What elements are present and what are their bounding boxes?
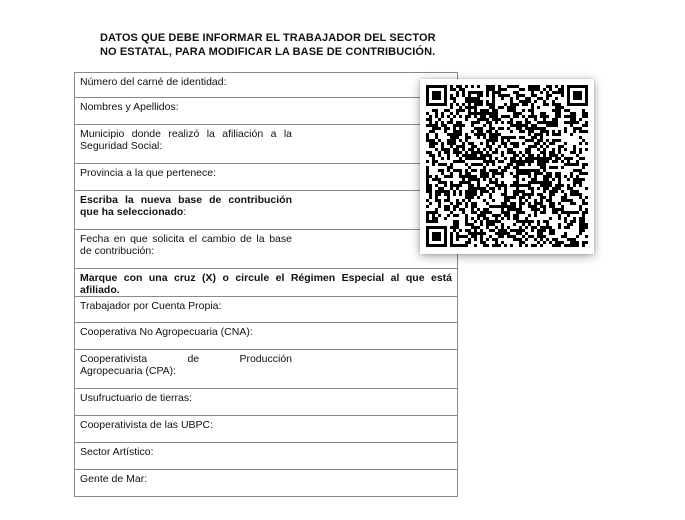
label-cpa-word-3: Producción [239, 353, 292, 365]
row-province[interactable] [75, 164, 457, 191]
row-self-employed[interactable] [75, 297, 457, 323]
label-new-contribution-base-colon: : [183, 206, 187, 218]
qr-finder-top-right [567, 85, 588, 106]
label-cpa-word-2: de [187, 353, 200, 365]
label-cpa-cooperative [80, 353, 292, 377]
row-request-date[interactable] [75, 230, 457, 269]
qr-modules [426, 85, 588, 247]
label-special-regime-instruction: Marque con una cruz (X) o circule el Régimen Especial al que está afiliado. [80, 272, 452, 296]
label-land-usufructuary: Usufructuario de tierras: [80, 392, 193, 404]
qr-finder-bottom-left [426, 226, 447, 247]
contribution-form-table [74, 72, 458, 497]
label-non-agricultural-cooperative: Cooperativa No Agropecuaria (CNA): [80, 326, 253, 338]
label-new-contribution-base [80, 194, 292, 218]
row-cpa-cooperative[interactable] [75, 350, 457, 389]
title-line-2: NO ESTATAL, PARA MODIFICAR LA BASE DE CONTRIBUCIÓN. [100, 46, 436, 58]
qr-code [420, 79, 594, 254]
label-ubpc-cooperative: Cooperativista de las UBPC: [80, 419, 214, 431]
row-artistic-sector[interactable] [75, 443, 457, 470]
qr-code-icon [426, 85, 588, 247]
row-municipality[interactable] [75, 125, 457, 164]
label-artistic-sector: Sector Artístico: [80, 446, 154, 458]
row-ubpc-cooperative[interactable] [75, 416, 457, 443]
qr-finder-top-left [426, 85, 447, 106]
label-full-name: Nombres y Apellidos: [80, 101, 179, 113]
row-new-contribution-base[interactable] [75, 191, 457, 230]
row-id-number[interactable] [75, 73, 457, 98]
label-id-number: Número del carné de identidad: [80, 76, 227, 88]
label-request-date: Fecha en que solicita el cambio de la base de contribución: [80, 233, 292, 257]
row-non-agricultural-cooperative[interactable] [75, 323, 457, 350]
row-sea-people[interactable] [75, 470, 457, 497]
row-full-name[interactable] [75, 98, 457, 125]
label-municipality: Municipio donde realizó la afiliación a la Seguridad Social: [80, 128, 292, 152]
label-self-employed: Trabajador por Cuenta Propia: [80, 300, 222, 312]
row-land-usufructuary[interactable] [75, 389, 457, 416]
label-cpa-line-2: Agropecuaria (CPA): [80, 365, 177, 377]
label-province: Provincia a la que pertenece: [80, 167, 217, 179]
row-special-regime-instruction [75, 269, 457, 297]
label-sea-people: Gente de Mar: [80, 473, 148, 485]
document-title [100, 31, 460, 59]
label-new-contribution-base-bold: Escriba la nueva base de contribución que ha seleccionado [80, 194, 292, 218]
title-line-1: DATOS QUE DEBE INFORMAR EL TRABAJADOR DEL SECTOR [100, 32, 436, 44]
label-cpa-line-1 [80, 353, 292, 365]
label-cpa-word-1: Cooperativista [80, 353, 148, 365]
